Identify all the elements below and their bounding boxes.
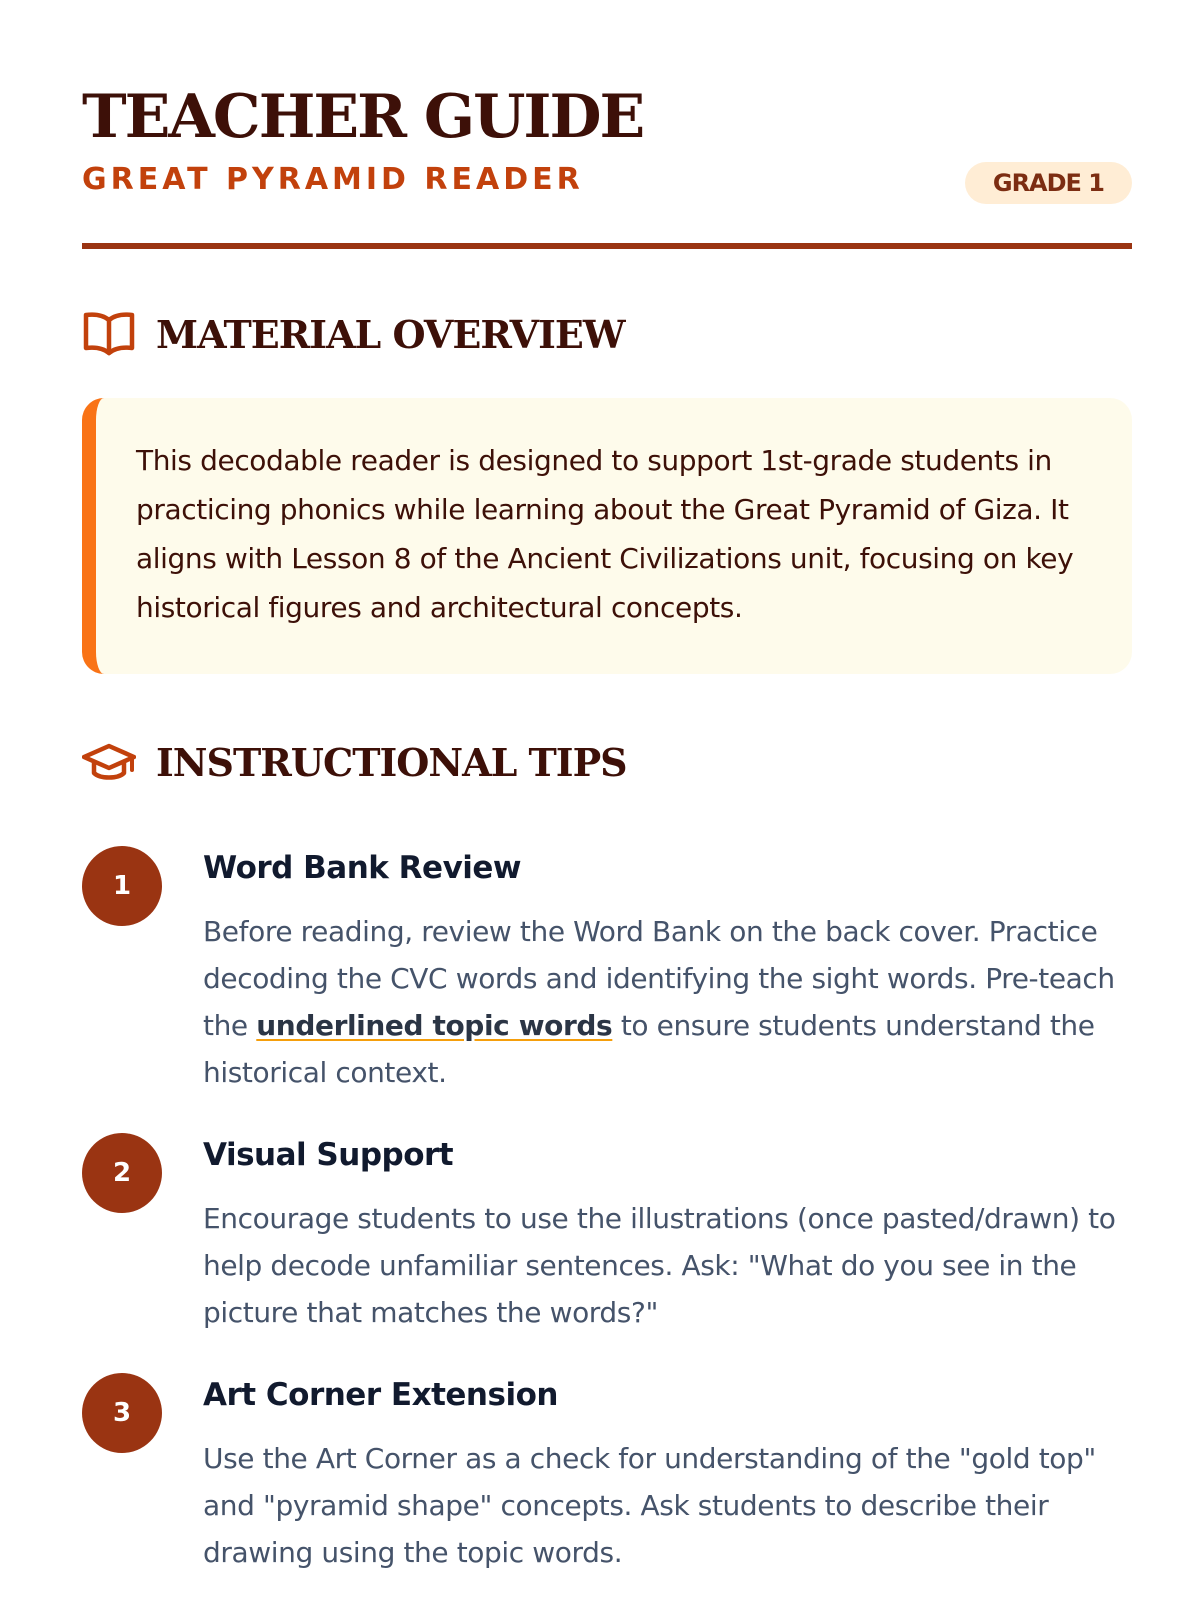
tip-body: Encourage students to use the illustrations (once pasted/drawn) to help decode unfamiliar sentences. Ask: "What do you see in the picture that matches the words?" <box>203 1202 1116 1329</box>
tip-body: Use the Art Corner as a check for understanding of the "gold top" and "pyramid shape" concepts. Ask students to describe their drawing using the topic words. <box>203 1442 1096 1569</box>
tip-body <box>203 908 1143 1096</box>
page-title: TEACHER GUIDE <box>82 82 644 152</box>
underlined-topic-words: underlined topic words <box>256 1009 613 1042</box>
tip-number-badge: 3 <box>82 1373 162 1453</box>
overview-card <box>82 398 1132 674</box>
grade-badge: GRADE 1 <box>965 162 1132 204</box>
page-subtitle: GREAT PYRAMID READER <box>82 162 584 197</box>
tip-body-text: to ensure students understand the historical context. <box>203 1009 1095 1089</box>
header-divider <box>82 243 1132 249</box>
tip-body-text: Before reading, review the Word Bank on the back cover. Practice decoding the CVC words and identifying the sight words. Pre-teach the <box>203 915 1115 1042</box>
material-overview-heading <box>82 310 625 358</box>
overview-text: This decodable reader is designed to support 1st-grade students in practicing phonics while learning about the Great Pyramid of Giza. It aligns with Lesson 8 of the Ancient Civilizations unit, focusing on key historical figures and architectural concepts. <box>136 444 1074 624</box>
material-overview-title: MATERIAL OVERVIEW <box>156 311 625 357</box>
header <box>82 82 1132 197</box>
instructional-tips-title: INSTRUCTIONAL TIPS <box>156 739 627 785</box>
tip-title: Visual Support <box>203 1137 454 1173</box>
tip-number-badge: 2 <box>82 1133 162 1213</box>
tip-number-badge: 1 <box>82 846 162 926</box>
graduation-cap-icon <box>82 738 136 786</box>
open-book-icon <box>82 310 136 358</box>
instructional-tips-heading <box>82 738 627 786</box>
tip-title: Art Corner Extension <box>203 1377 558 1413</box>
tip-title: Word Bank Review <box>203 850 522 886</box>
